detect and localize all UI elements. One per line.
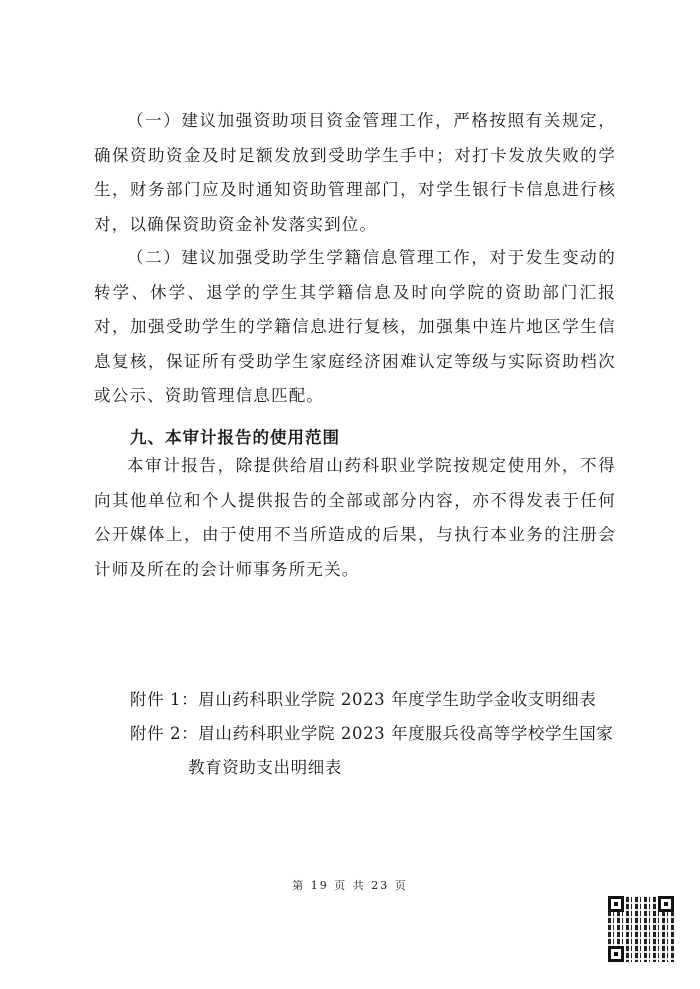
- qr-finder-bottom-left: [608, 946, 624, 962]
- section-heading: 九、本审计报告的使用范围: [130, 428, 340, 447]
- attachment-2-continued: 教育资助支出明细表: [188, 758, 342, 777]
- qr-finder-top-right: [658, 896, 674, 912]
- page-number: 第 19 页 共 23 页: [292, 879, 408, 892]
- attachment-1: 附件 1：眉山药科职业学院 2023 年度学生助学金收支明细表: [130, 690, 597, 709]
- paragraph-usage-scope: 本审计报告，除提供给眉山药科职业学院按规定使用外，不得向其他单位和个人提供报告的全部或部分内容，亦不得发表于任何公开媒体上，由于使用不当所造成的后果，与执行本业务的注册会计师及所在的会计师事务所无关。: [94, 456, 616, 579]
- qr-code-icon: [608, 896, 674, 962]
- qr-finder-top-left: [608, 896, 624, 912]
- paragraph-recommendation-2: （二）建议加强受助学生学籍信息管理工作，对于发生变动的转学、休学、退学的学生其学籍信息及时向学院的资助部门汇报对，加强受助学生的学籍信息进行复核，加强集中连片地区学生信息复核，保证所有受助学生家庭经济困难认定等级与实际资助档次或公示、资助管理信息匹配。: [94, 248, 616, 406]
- paragraph-recommendation-1: （一）建议加强资助项目资金管理工作，严格按照有关规定，确保资助资金及时足额发放到受助学生手中；对打卡发放失败的学生，财务部门应及时通知资助管理部门，对学生银行卡信息进行核对，以确保资助资金补发落实到位。: [94, 111, 616, 234]
- attachment-2: 附件 2：眉山药科职业学院 2023 年度服兵役高等学校学生国家: [130, 724, 614, 743]
